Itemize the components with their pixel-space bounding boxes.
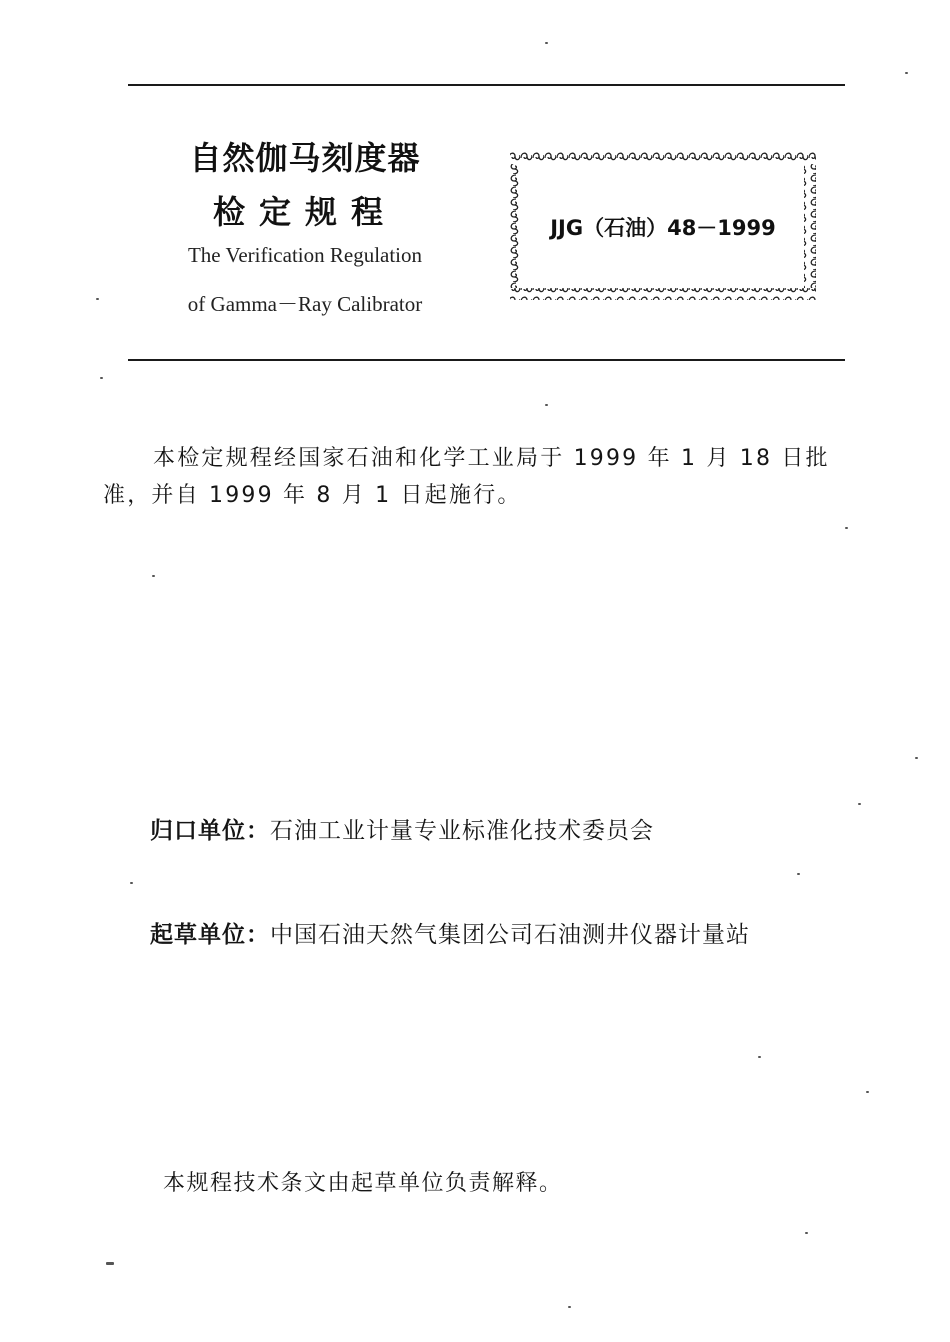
responsible-unit-label: 归口单位：	[150, 818, 270, 844]
scan-speck	[905, 72, 908, 74]
drafting-unit-value: 中国石油天然气集团公司石油测井仪器计量站	[270, 922, 750, 948]
responsible-unit-value: 石油工业计量专业标准化技术委员会	[270, 818, 654, 844]
interpretation-note: 本规程技术条文由起草单位负责解释。	[163, 1171, 563, 1196]
approval-text-line1: 本检定规程经国家石油和化学工业局于 1999 年 1 月 18 日批	[153, 446, 830, 471]
standard-code: JJG（石油）48－1999	[550, 216, 776, 240]
bottom-rule	[128, 359, 845, 361]
title-chinese: 自然伽马刻度器	[189, 139, 421, 177]
title-english-line2: of Gamma－Ray Calibrator	[187, 292, 423, 316]
drafting-unit-label: 起草单位：	[150, 922, 270, 948]
approval-text-line2: 准，并自 1999 年 8 月 1 日起施行。	[103, 483, 522, 508]
scan-speck	[915, 757, 918, 759]
title-english-line1: The Verification Regulation	[187, 243, 423, 267]
scan-speck	[758, 1056, 761, 1058]
title-chinese-subtitle: 检定规程	[212, 193, 397, 231]
scan-speck	[545, 42, 548, 44]
scan-speck	[100, 377, 103, 379]
scan-speck	[152, 575, 155, 577]
scan-speck	[858, 803, 861, 805]
responsible-unit	[150, 812, 654, 845]
scan-speck	[797, 873, 800, 875]
scan-speck	[805, 1232, 808, 1234]
scan-speck	[106, 1262, 114, 1265]
scan-speck	[568, 1306, 571, 1308]
scan-speck	[866, 1091, 869, 1093]
standard-code-box	[508, 150, 818, 302]
scan-speck	[545, 404, 548, 406]
scan-speck	[130, 882, 133, 884]
scan-speck	[845, 527, 848, 529]
top-rule	[128, 84, 845, 86]
drafting-unit	[150, 916, 750, 949]
scan-speck	[96, 298, 99, 300]
